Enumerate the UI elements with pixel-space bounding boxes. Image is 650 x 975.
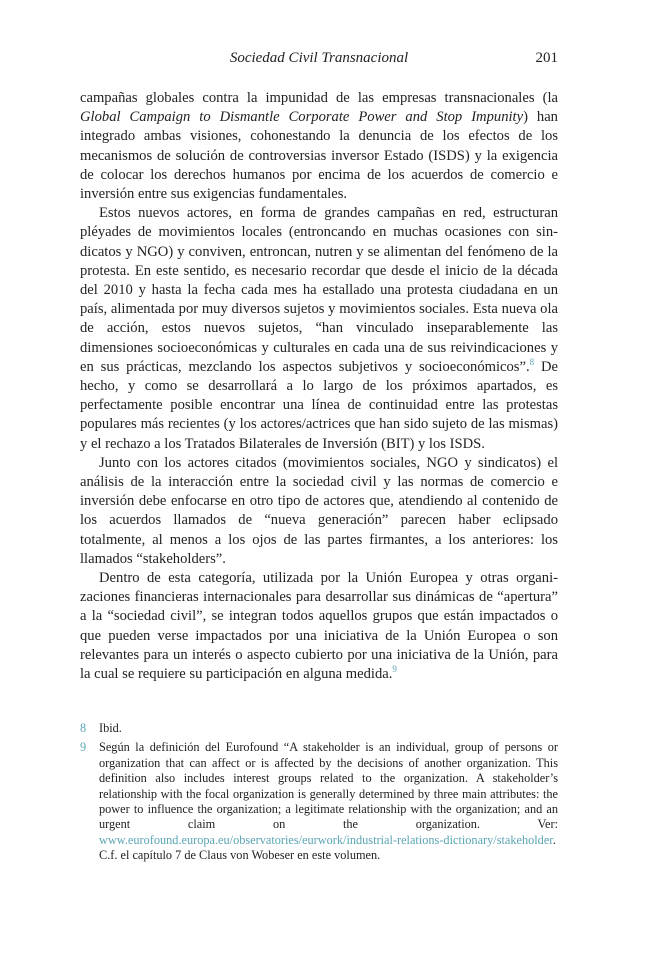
footnote-text: Ibid. xyxy=(99,721,122,735)
footnotes xyxy=(80,721,558,868)
footnote-9 xyxy=(80,740,558,863)
footnote-text xyxy=(99,740,558,863)
paragraph-3: Junto con los actores citados (movimientos sociales, NGO y sindicatos) el análisis de la interacción entre la sociedad civil y las normas de comercio e inversión debe enfocarse en otro tipo de actores que, atendiendo al contenido de los acuerdos llamados de “nueva generación” parecen haber eclipsado totalmente, al menos a los ojos de las partes firmantes, a los anteriores: los llamados “stakeholders”. xyxy=(80,454,558,567)
footnote-number: 8 xyxy=(80,721,87,735)
footnote-9-text: Según la definición del Eurofound “A stakeholder is an individual, group of persons or organization that can affect or is affected by the decisions of another organization. This definition also includes interest groups related to the organization. A stakeholder’s relationship with the focal organization is generally determined by three main attributes: the power to influence the organization; a legitimate relationship with the organization; and an urgent claim on the organization. Ver: xyxy=(99,740,558,832)
page-number: 201 xyxy=(535,50,558,66)
paragraph-1-text-a: campañas globales contra la impunidad de las empresas transnacionales (la xyxy=(80,90,558,106)
eurofound-link[interactable]: www.eurofound.europa.eu/observatories/eurwork/industrial-relations-dictionary/stakeholder xyxy=(99,832,553,847)
footnote-ref-9[interactable]: 9 xyxy=(392,664,397,675)
paragraph-2 xyxy=(80,204,558,454)
running-header xyxy=(80,50,558,72)
footnote-ref-8[interactable]: 8 xyxy=(529,356,535,367)
running-title: Sociedad Civil Transnacional xyxy=(229,50,409,66)
paragraph-4 xyxy=(80,569,558,684)
paragraph-2-text-a: Estos nuevos actores, en forma de grandes campañas en red, estructuran pléyades de movimientos locales (entroncando en muchas ocasiones con sindicatos y NGO) y conviven, entroncan, nutren y se alimentan del fenómeno de la protesta. En este sentido, es necesario recordar que desde el inicio de la década del 2010 y hasta la fecha cada mes ha estallado una protesta ciudadana en un país, alimentada por muy diversos sujetos y movimientos sociales. Esta nueva ola de acción, estos nuevos sujetos, “han vinculado inseparablemente las dimensiones socioeconómicas y culturales en cada una de sus reivindicaciones y en sus prácticas, mezclando los aspectos subjetivos y socioeconómicos”. xyxy=(80,205,558,375)
paragraph-1 xyxy=(80,89,558,204)
footnote-8 xyxy=(80,721,558,736)
campaign-name: Global Campaign to Dismantle Corporate Power and Stop Impunity xyxy=(80,109,524,126)
body-text xyxy=(80,89,558,684)
paragraph-2-text-b: De hecho, y como se desarrollará a lo largo de los próximos apartados, es perfectamente posible encontrar una línea de continuidad entre las protestas populares más recientes (y los actores/actrices que han sido sujeto de las mismas) y el rechazo a los Tratados Bilaterales de Inversión (BIT) y los ISDS. xyxy=(80,358,559,452)
paragraph-1-text-b: ) han integrado ambas visiones, cohonestando la denuncia de los efectos de los mecanismos de solución de controversias inversor Estado (ISDS) y la exigencia de colocar los derechos humanos por encima de los acuerdos de comercio e inversión entre sus exigencias fundamentales. xyxy=(80,109,558,203)
footnote-9-tail: . C.f. el capítulo 7 de Claus von Wobeser en este volumen. xyxy=(99,832,556,863)
paragraph-4-text: Dentro de esta categoría, utilizada por la Unión Europea y otras organizaciones financieras internacionales para desarrollar sus dinámicas de “apertura” a la “sociedad civil”, se integran todos aquellos grupos que están impactados o que pueden verse impactados por una iniciativa de la Unión Europea o son relevantes para un interés o aspecto cubierto por una iniciativa de la Unión, para la cual se requiere su participación en alguna medida. xyxy=(80,570,558,683)
footnote-number: 9 xyxy=(80,740,87,755)
